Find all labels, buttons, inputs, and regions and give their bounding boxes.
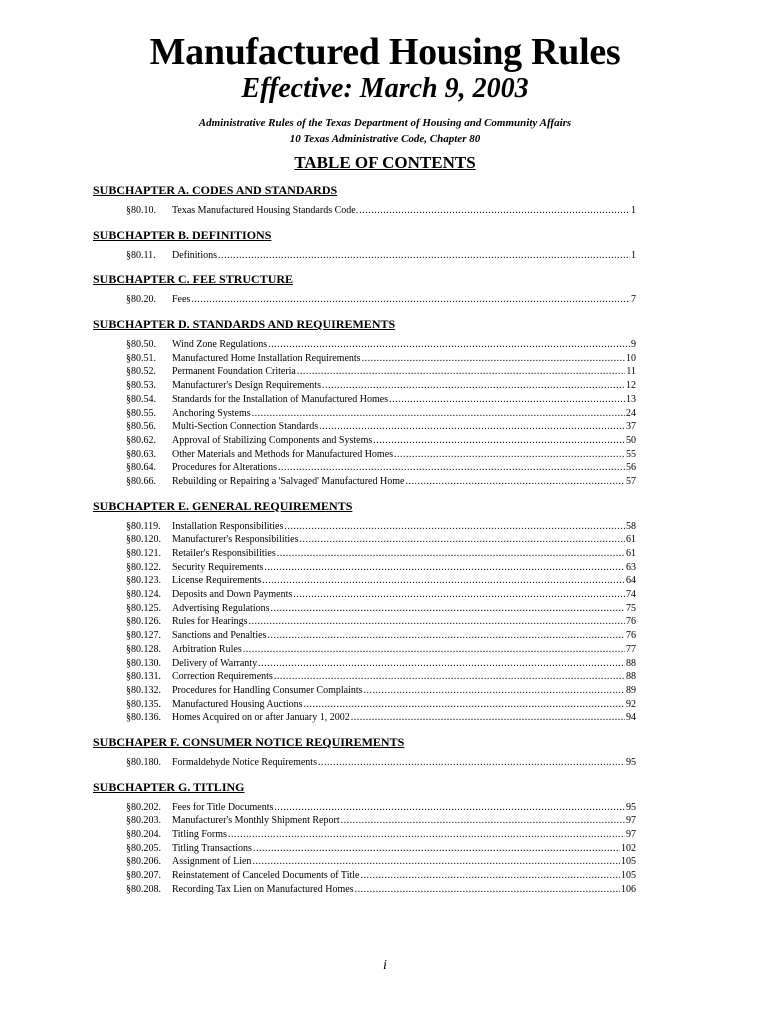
- toc-entry: [126, 711, 636, 725]
- toc-entry: [126, 393, 636, 407]
- dot-leader: [249, 615, 625, 629]
- section-number: §80.202.: [126, 801, 161, 813]
- section-label: Arbitration Rules: [172, 643, 242, 655]
- section-label: Other Materials and Methods for Manufactured Homes: [172, 448, 394, 460]
- page-ref: 50: [626, 434, 636, 446]
- page-ref: 89: [626, 684, 636, 696]
- toc-entry-list: [0, 756, 770, 770]
- section-label: Sanctions and Penalties: [172, 630, 267, 642]
- page-ref: 92: [626, 698, 636, 710]
- page-ref: 76: [626, 630, 636, 642]
- section-number: §80.54.: [126, 393, 156, 405]
- page-ref: 56: [626, 462, 636, 474]
- dot-leader: [268, 338, 630, 352]
- document-title: Manufactured Housing Rules: [149, 31, 621, 73]
- section-number: §80.124.: [126, 589, 161, 601]
- toc-entry: [126, 520, 636, 534]
- toc-entry: [126, 883, 636, 897]
- dot-leader: [271, 602, 626, 616]
- toc-entry: [126, 204, 636, 218]
- dot-leader: [304, 698, 625, 712]
- page-ref: 95: [626, 756, 636, 768]
- page-ref: 55: [626, 448, 636, 460]
- toc-entry: [126, 434, 636, 448]
- toc-section: [0, 779, 770, 897]
- page-ref: 94: [626, 712, 636, 724]
- page-ref: 75: [626, 602, 636, 614]
- dot-leader: [359, 204, 630, 218]
- dot-leader: [360, 869, 620, 883]
- page-ref: 1: [631, 205, 636, 216]
- toc-entry-list: [0, 520, 770, 725]
- subchapter-heading: SUBCHAPTER E. GENERAL REQUIREMENTS: [93, 498, 353, 513]
- section-number: §80.126.: [126, 616, 161, 628]
- dot-leader: [362, 352, 625, 366]
- page-ref: 74: [626, 589, 636, 601]
- section-number: §80.10.: [126, 205, 156, 216]
- section-number: §80.208.: [126, 883, 161, 895]
- toc-entry: [126, 352, 636, 366]
- page-ref: 106: [621, 883, 636, 895]
- section-number: §80.122.: [126, 561, 161, 573]
- page-ref: 37: [626, 421, 636, 433]
- page-ref: 1: [631, 249, 636, 261]
- section-label: Delivery of Warranty: [172, 657, 258, 669]
- toc-entry: [126, 365, 636, 379]
- section-label: Manufacturer's Responsibilities: [172, 534, 299, 546]
- page-ref: 77: [626, 643, 636, 655]
- section-number: §80.53.: [126, 380, 156, 392]
- section-label: Titling Forms: [172, 829, 227, 840]
- section-label: Advertising Regulations: [172, 602, 270, 614]
- agency-line: Administrative Rules of the Texas Department of Housing and Community Affairs: [198, 117, 572, 129]
- code-line: 10 Texas Administrative Code, Chapter 80: [289, 133, 481, 145]
- section-label: Correction Requirements: [172, 671, 273, 683]
- page-ref: 9: [631, 339, 636, 351]
- section-number: §80.63.: [126, 448, 156, 460]
- toc-entry: [126, 629, 636, 643]
- toc-entry-list: [0, 801, 770, 897]
- section-label: Manufactured Housing Auctions: [172, 698, 303, 710]
- section-label: Manufactured Home Installation Requirements: [172, 352, 361, 364]
- section-label: Security Requirements: [172, 561, 264, 573]
- page-ref: 24: [626, 407, 636, 419]
- dot-leader: [274, 670, 625, 684]
- page-ref: 105: [621, 856, 636, 868]
- toc-entry: [126, 855, 636, 869]
- toc-entry: [126, 461, 636, 475]
- section-label: Permanent Foundation Criteria: [172, 366, 296, 378]
- toc-entry: [126, 814, 636, 828]
- section-number: §80.64.: [126, 462, 156, 474]
- section-number: §80.206.: [126, 856, 161, 868]
- toc-entry: [126, 842, 636, 856]
- dot-leader: [262, 574, 625, 588]
- section-number: §80.56.: [126, 421, 156, 433]
- toc-heading: TABLE OF CONTENTS: [294, 153, 476, 172]
- toc-entry: [126, 869, 636, 883]
- dot-leader: [274, 801, 625, 815]
- subchapter-heading: SUBCHAPTER C. FEE STRUCTURE: [93, 272, 294, 287]
- section-number: §80.123.: [126, 575, 161, 587]
- dot-leader: [267, 629, 625, 643]
- dot-leader: [243, 643, 625, 657]
- toc-entry-list: [0, 293, 770, 307]
- section-number: §80.135.: [126, 698, 161, 710]
- page-ref: 11: [626, 366, 636, 378]
- page-ref: 10: [626, 352, 636, 364]
- toc-entry: [126, 407, 636, 421]
- table-of-contents: [0, 182, 770, 905]
- section-number: §80.127.: [126, 630, 161, 642]
- section-label: Installation Responsibilities: [172, 520, 284, 532]
- dot-leader: [364, 684, 625, 698]
- section-number: §80.51.: [126, 352, 156, 364]
- section-label: Fees for Title Documents: [172, 801, 274, 813]
- toc-entry: [126, 588, 636, 602]
- dot-leader: [322, 379, 625, 393]
- subchapter-heading: SUBCHAPTER A. CODES AND STANDARDS: [93, 183, 338, 197]
- section-label: Rules for Hearings: [172, 616, 248, 628]
- subchapter-heading: SUBCHAPER F. CONSUMER NOTICE REQUIREMENTS: [93, 734, 405, 749]
- toc-entry: [126, 602, 636, 616]
- section-label: Homes Acquired on or after January 1, 2002: [172, 712, 350, 724]
- page-ref: 95: [626, 801, 636, 813]
- toc-entry: [126, 574, 636, 588]
- section-label: Assignment of Lien: [172, 856, 252, 868]
- dot-leader: [355, 883, 620, 897]
- page-ref: 12: [626, 380, 636, 392]
- page-ref: 64: [626, 575, 636, 587]
- toc-entry: [126, 475, 636, 489]
- page-ref: 57: [626, 475, 636, 487]
- dot-leader: [284, 520, 625, 534]
- section-label: Rebuilding or Repairing a 'Salvaged' Manufactured Home: [172, 475, 405, 487]
- toc-entry: [126, 533, 636, 547]
- page-ref: 88: [626, 657, 636, 669]
- section-label: Reinstatement of Canceled Documents of Title: [172, 870, 360, 882]
- section-number: §80.132.: [126, 684, 161, 696]
- toc-entry-list: [0, 338, 770, 489]
- page-ref: 58: [626, 520, 636, 532]
- page-ref: 63: [626, 561, 636, 573]
- section-label: Manufacturer's Design Requirements: [172, 380, 321, 392]
- dot-leader: [258, 657, 625, 671]
- section-number: §80.120.: [126, 534, 161, 546]
- section-label: Approval of Stabilizing Components and Systems: [172, 434, 373, 446]
- section-number: §80.130.: [126, 657, 161, 669]
- toc-entry: [126, 801, 636, 815]
- toc-section: [0, 227, 770, 263]
- section-number: §80.203.: [126, 815, 161, 827]
- section-number: §80.119.: [126, 520, 161, 532]
- toc-entry: [126, 448, 636, 462]
- section-number: §80.125.: [126, 602, 161, 614]
- toc-entry: [126, 670, 636, 684]
- subchapter-heading: SUBCHAPTER G. TITLING: [93, 779, 245, 794]
- subchapter-heading: SUBCHAPTER B. DEFINITIONS: [93, 227, 272, 242]
- toc-entry: [126, 684, 636, 698]
- section-label: Multi-Section Connection Standards: [172, 421, 319, 433]
- section-label: License Requirements: [172, 575, 262, 587]
- dot-leader: [300, 533, 626, 547]
- section-label: Retailer's Responsibilities: [172, 548, 276, 559]
- dot-leader: [228, 828, 625, 842]
- page-ref: 13: [626, 393, 636, 405]
- dot-leader: [351, 711, 625, 725]
- toc-entry: [126, 420, 636, 434]
- page-ref: 61: [626, 534, 636, 546]
- section-label: Procedures for Alterations: [172, 462, 277, 474]
- section-number: §80.121.: [126, 548, 161, 559]
- section-label: Standards for the Installation of Manufactured Homes: [172, 393, 389, 405]
- section-label: Procedures for Handling Consumer Complaints: [172, 684, 363, 696]
- dot-leader: [405, 475, 625, 489]
- section-label: Texas Manufactured Housing Standards Code.: [172, 205, 359, 216]
- section-number: §80.136.: [126, 712, 161, 724]
- section-number: §80.205.: [126, 842, 161, 854]
- section-label: Deposits and Down Payments: [172, 589, 293, 601]
- section-label: Recording Tax Lien on Manufactured Homes: [172, 883, 354, 895]
- toc-entry: [126, 615, 636, 629]
- dot-leader: [319, 420, 625, 434]
- toc-entry-list: [0, 249, 770, 263]
- dot-leader: [293, 588, 625, 602]
- dot-leader: [373, 434, 625, 448]
- dot-leader: [253, 842, 620, 856]
- toc-entry: [126, 756, 636, 770]
- page-ref: 97: [626, 815, 636, 827]
- section-label: Manufacturer's Monthly Shipment Report: [172, 815, 340, 827]
- toc-entry: [126, 561, 636, 575]
- section-number: §80.180.: [126, 756, 161, 768]
- section-label: Anchoring Systems: [172, 407, 251, 419]
- dot-leader: [278, 461, 625, 475]
- section-number: §80.55.: [126, 407, 156, 419]
- page-ref: 88: [626, 671, 636, 683]
- dot-leader: [318, 756, 625, 770]
- dot-leader: [341, 814, 625, 828]
- subchapter-heading: SUBCHAPTER D. STANDARDS AND REQUIREMENTS: [93, 317, 396, 332]
- toc-entry: [126, 657, 636, 671]
- section-label: Fees: [172, 294, 191, 306]
- section-number: §80.11.: [126, 249, 156, 261]
- dot-leader: [252, 407, 625, 421]
- page-ref: 97: [626, 829, 636, 840]
- effective-date: Effective: March 9, 2003: [241, 73, 529, 104]
- toc-section: [0, 316, 770, 489]
- dot-leader: [389, 393, 625, 407]
- page-number: i: [383, 958, 387, 973]
- toc-section: [0, 182, 770, 218]
- toc-entry-list: [0, 204, 770, 218]
- section-number: §80.52.: [126, 366, 156, 378]
- section-number: §80.131.: [126, 671, 161, 683]
- dot-leader: [264, 561, 625, 575]
- toc-section: [0, 498, 770, 725]
- page-ref: 76: [626, 616, 636, 628]
- toc-entry: [126, 698, 636, 712]
- page-ref: 105: [621, 870, 636, 882]
- dot-leader: [252, 855, 620, 869]
- section-label: Titling Transactions: [172, 842, 252, 854]
- page-ref: 102: [621, 842, 636, 854]
- section-label: Definitions: [172, 249, 217, 261]
- toc-entry: [126, 338, 636, 352]
- dot-leader: [218, 249, 630, 263]
- section-number: §80.128.: [126, 643, 161, 655]
- dot-leader: [191, 293, 630, 307]
- dot-leader: [277, 547, 625, 561]
- section-number: §80.62.: [126, 434, 156, 446]
- toc-entry: [126, 249, 636, 263]
- toc-entry: [126, 643, 636, 657]
- section-label: Wind Zone Regulations: [172, 339, 268, 351]
- toc-entry: [126, 828, 636, 842]
- toc-entry: [126, 547, 636, 561]
- page-ref: 61: [626, 548, 636, 559]
- section-number: §80.50.: [126, 339, 156, 351]
- section-label: Formaldehyde Notice Requirements: [172, 756, 317, 768]
- toc-entry: [126, 379, 636, 393]
- section-number: §80.66.: [126, 475, 156, 487]
- dot-leader: [297, 365, 625, 379]
- dot-leader: [394, 448, 625, 462]
- toc-section: [0, 271, 770, 307]
- toc-section: [0, 734, 770, 770]
- section-number: §80.20.: [126, 294, 156, 306]
- page-ref: 7: [631, 294, 636, 306]
- section-number: §80.204.: [126, 829, 161, 840]
- section-number: §80.207.: [126, 870, 161, 882]
- toc-entry: [126, 293, 636, 307]
